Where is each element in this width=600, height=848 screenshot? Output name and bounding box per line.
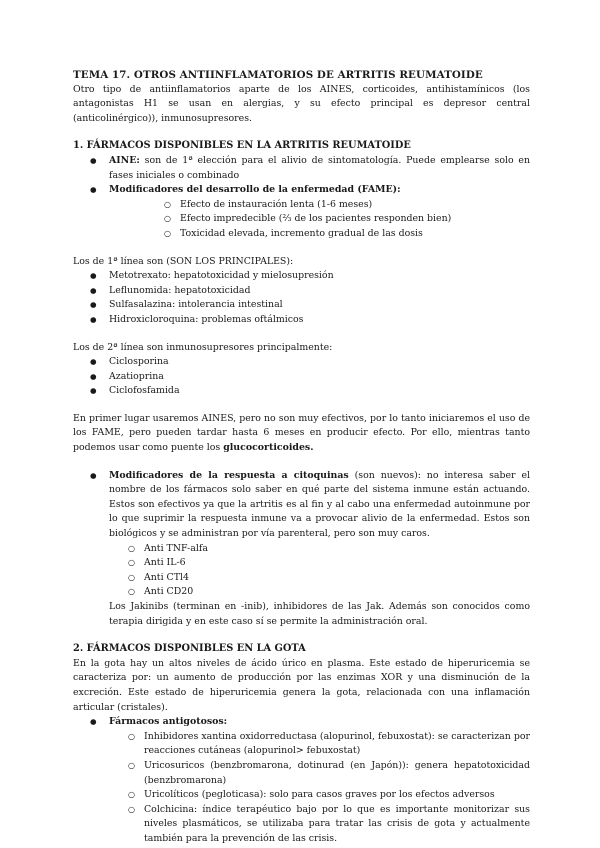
fame-item: ○ Efecto impredecible (⅔ de los pacientes responden bien) xyxy=(109,212,530,227)
antigotoso-item: ○ Uricosuricos (benzbromarona, dotinurad (en Japón)): genera hepatotoxicidad (benzbromarona) xyxy=(73,759,530,788)
anti-item: ○ Anti TNF-alfa xyxy=(73,542,530,557)
jakinibs-paragraph: Los Jakinibs (terminan en -inib), inhibidores de las Jak. Además son conocidos como terapia dirigida y en este caso sí se permite la administración oral. xyxy=(109,601,530,627)
citoquinas-text: (son nuevos): no interesa saber el nombre de los fármacos solo saber en qué parte del sistema inmune están actuando. Estos son efectivos ya que la artritis es al fin y al cabo una enfermedad autoinmune por lo que suprimir la respuesta inmune va a provocar alivio de la enfermedad. Estos son biológicos y se administran por vía parenteral, pero son muy caros. xyxy=(109,469,530,540)
anti-sublist xyxy=(73,542,530,600)
glucocorticoides-term: glucocorticoides. xyxy=(223,442,314,454)
citoquinas-list xyxy=(73,469,530,600)
aine-text: son de 1ª elección para el alivio de sintomatología. Puede emplearse solo en fases iniciales o combinado xyxy=(109,154,530,181)
list-item: ● Azatioprina xyxy=(73,370,530,385)
page-title: TEMA 17. OTROS ANTIINFLAMATORIOS DE ARTRITIS REUMATOIDE xyxy=(73,69,483,81)
fame-item: ○ Toxicidad elevada, incremento gradual de las dosis xyxy=(109,227,530,242)
antigotosos-label: Fármacos antigotosos: xyxy=(109,716,228,728)
fame-label: Modificadores del desarrollo de la enfermedad (FAME): xyxy=(109,184,401,196)
list-item-antigotosos xyxy=(73,715,530,846)
second-line-title: Los de 2ª línea son inmunosupresores principalmente: xyxy=(73,341,333,353)
list-item: ● Hidroxicloroquina: problemas oftálmicos xyxy=(73,313,530,328)
antigotoso-item: ○ Uricolíticos (pegloticasa): solo para casos graves por los efectos adversos xyxy=(73,788,530,803)
section-1-list xyxy=(73,154,530,242)
fame-item: ○ Efecto de instauración lenta (1-6 meses) xyxy=(109,198,530,213)
anti-item: ○ Anti CTl4 xyxy=(73,571,530,586)
list-item-aine xyxy=(73,154,530,183)
antigotosos-sublist xyxy=(73,730,530,847)
aines-paragraph xyxy=(73,412,530,456)
list-item: ● Leflunomida: hepatotoxicidad xyxy=(73,284,530,299)
first-line-list xyxy=(73,269,530,327)
aine-label: AINE: xyxy=(109,154,140,166)
list-item: ● Ciclosporina xyxy=(73,355,530,370)
anti-item: ○ Anti IL-6 xyxy=(73,556,530,571)
antigotoso-item: ○ Colchicina: índice terapéutico bajo por lo que es importante monitorizar sus niveles plasmáticos, se utilizaba para tratar las crisis de gota y actualmente también para la prevención de las crisis. xyxy=(73,803,530,847)
list-item: ● Sulfasalazina: intolerancia intestinal xyxy=(73,298,530,313)
first-line-title: Los de 1ª línea son (SON LOS PRINCIPALES): xyxy=(73,255,294,267)
intro-paragraph: Otro tipo de antiinflamatorios aparte de los AINES, corticoides, antihistamínicos (los antagonistas H1 se usan en alergias, y su efecto principal es depresor central (anticolinérgico)), inmunosupresores. xyxy=(73,83,530,124)
gota-intro: En la gota hay un altos niveles de ácido úrico en plasma. Este estado de hiperuricemia se caracteriza por: un aumento de producción por las enzimas XOR y una disminución de la excreción. Este estado de hiperuricemia genera la gota, relacionada con una inflamación articular (cristales). xyxy=(73,657,530,713)
anti-item: ○ Anti CD20 xyxy=(73,585,530,600)
second-line-list xyxy=(73,355,530,399)
document-page xyxy=(73,68,530,847)
antigotosos-list xyxy=(73,715,530,846)
list-item-fame xyxy=(73,183,530,241)
aines-paragraph-text: En primer lugar usaremos AINES, pero no son muy efectivos, por lo tanto iniciaremos el uso de los FAME, pero pueden tardar hasta 6 meses en producir efecto. Por ello, mientras tanto podemos usar como puente los xyxy=(73,412,530,454)
citoquinas-label: Modificadores de la respuesta a citoquinas xyxy=(109,469,349,481)
antigotoso-item: ○ Inhibidores xantina oxidorreductasa (alopurinol, febuxostat): se caracterizan por reacciones cutáneas (alopurinol> febuxostat) xyxy=(73,730,530,759)
list-item: ● Ciclofosfamida xyxy=(73,384,530,399)
fame-sublist xyxy=(109,198,530,242)
section-2-heading: 2. FÁRMACOS DISPONIBLES EN LA GOTA xyxy=(73,643,306,655)
list-item: ● Metotrexato: hepatotoxicidad y mielosupresión xyxy=(73,269,530,284)
list-item-citoquinas xyxy=(73,469,530,600)
section-1-heading: 1. FÁRMACOS DISPONIBLES EN LA ARTRITIS REUMATOIDE xyxy=(73,140,411,152)
